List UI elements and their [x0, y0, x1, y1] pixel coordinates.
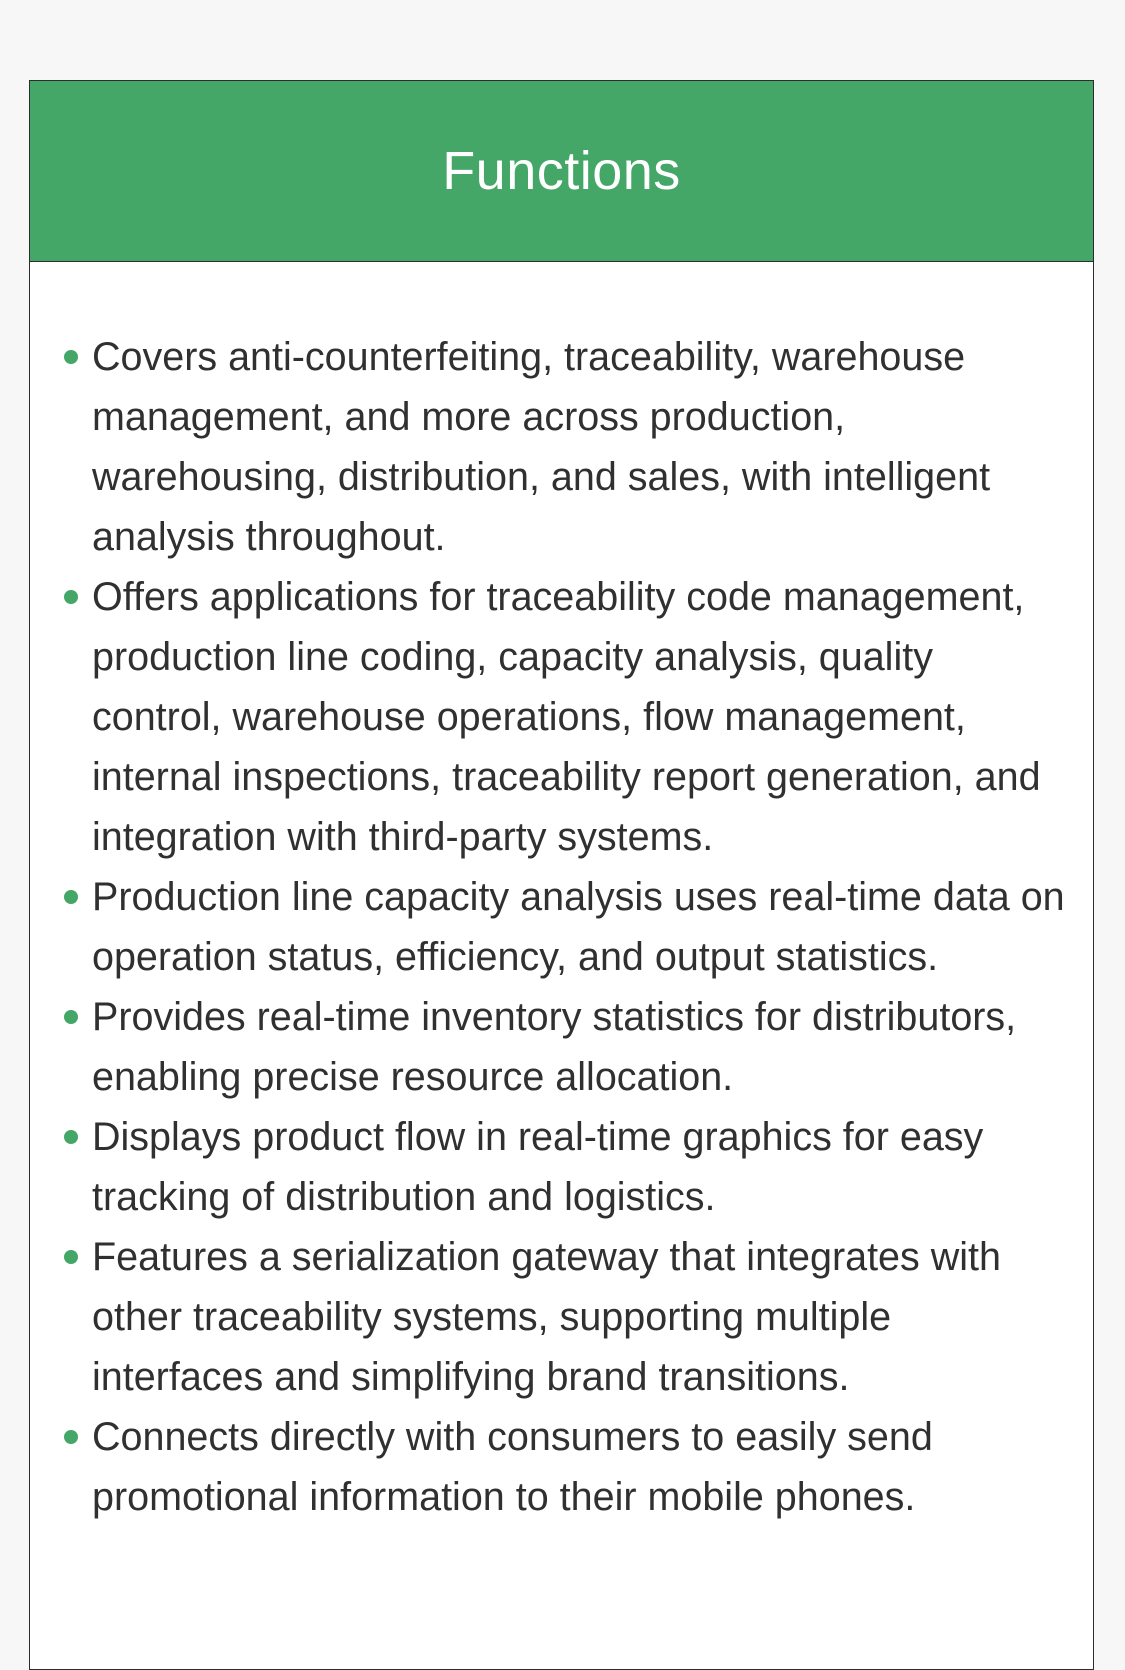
feature-item — [32, 567, 1072, 867]
feature-text: Provides real-time inventory statistics for distributors, enabling precise resource allocation. — [92, 995, 1017, 1099]
feature-item — [32, 867, 1072, 987]
feature-text: Connects directly with consumers to easily send promotional information to their mobile phones. — [92, 1415, 933, 1519]
card-title: Functions — [442, 141, 681, 201]
bullet-dot-icon — [64, 1130, 78, 1144]
card-header — [30, 81, 1093, 262]
feature-item — [32, 1407, 1072, 1527]
bullet-dot-icon — [64, 350, 78, 364]
bullet-dot-icon — [64, 890, 78, 904]
bullet-dot-icon — [64, 1010, 78, 1024]
feature-text: Offers applications for traceability code management, production line coding, capacity analysis, quality control, warehouse operations, flow management, internal inspections, traceability report generation, and integration with third-party systems. — [92, 575, 1041, 859]
feature-item — [32, 327, 1072, 567]
bullet-dot-icon — [64, 1250, 78, 1264]
feature-item — [32, 987, 1072, 1107]
bullet-dot-icon — [64, 590, 78, 604]
feature-text: Features a serialization gateway that integrates with other traceability systems, supporting multiple interfaces and simplifying brand transitions. — [92, 1235, 1001, 1399]
feature-item — [32, 1107, 1072, 1227]
feature-list — [32, 327, 1072, 1527]
feature-text: Covers anti-counterfeiting, traceability, warehouse management, and more across production, warehousing, distribution, and sales, with intelligent analysis throughout. — [92, 335, 991, 559]
bullet-dot-icon — [64, 1430, 78, 1444]
feature-item — [32, 1227, 1072, 1407]
feature-text: Production line capacity analysis uses real-time data on operation status, efficiency, and output statistics. — [92, 875, 1065, 979]
feature-text: Displays product flow in real-time graphics for easy tracking of distribution and logistics. — [92, 1115, 984, 1219]
